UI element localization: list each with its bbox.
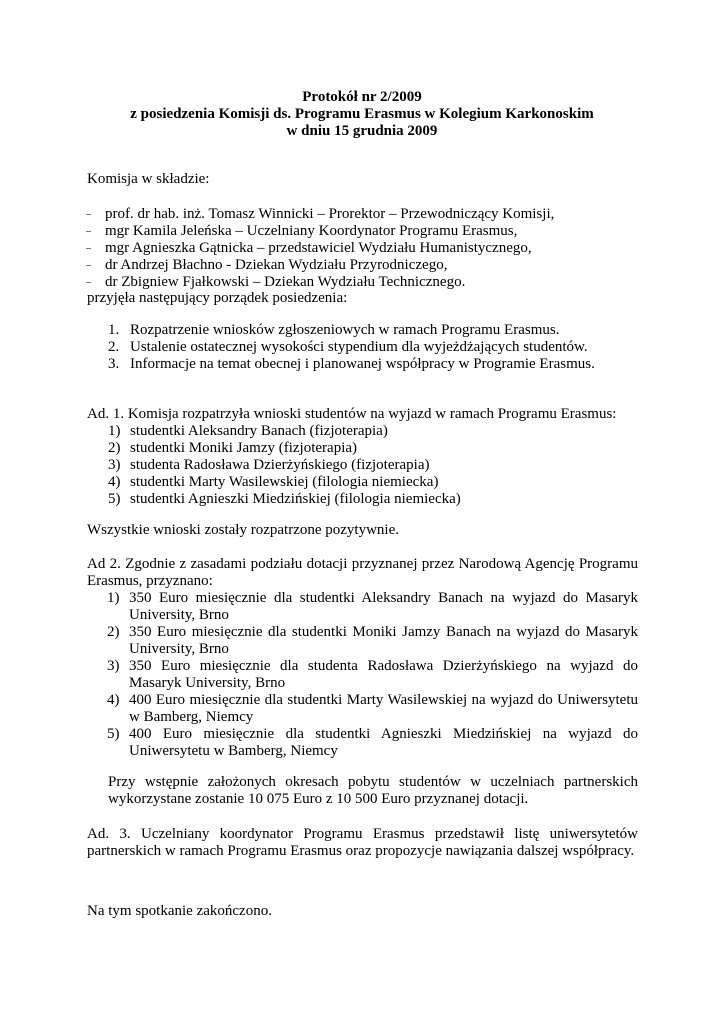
list-item: 3) studenta Radosława Dzierżyńskiego (fizjoterapia) <box>108 457 430 473</box>
title-line-3: w dniu 15 grudnia 2009 <box>286 123 438 139</box>
dash-bullet: – <box>86 277 91 288</box>
ad1-student-list <box>87 423 638 508</box>
ad2-intro: Ad 2. Zgodnie z zasadami podziału dotacji przyznanej przez Narodową Agencję Programu Erasmus, przyznano: <box>87 556 638 589</box>
title-line-2: z posiedzenia Komisji ds. Programu Erasmus w Kolegium Karkonoskim <box>130 106 594 122</box>
list-item: 1) 350 Euro miesięcznie dla studentki Aleksandry Banach na wyjazd do Masaryk University, Brno <box>107 590 638 623</box>
dash-bullet: – <box>86 260 91 271</box>
list-item: 1. Rozpatrzenie wniosków zgłoszeniowych w ramach Programu Erasmus. <box>108 322 560 338</box>
list-item: 4) 400 Euro miesięcznie dla studentki Marty Wasilewskiej na wyjazd do Uniwersytetu w Bamberg, Niemcy <box>107 692 638 725</box>
list-item: 3) 350 Euro miesięcznie dla studenta Radosława Dzierżyńskiego na wyjazd do Masaryk University, Brno <box>107 658 638 691</box>
composition-heading: Komisja w składzie: <box>87 171 210 187</box>
title-line-1: Protokół nr 2/2009 <box>302 89 422 105</box>
list-item: – prof. dr hab. inż. Tomasz Winnicki – Prorektor – Przewodniczący Komisji, <box>86 206 555 222</box>
list-item: 2. Ustalenie ostatecznej wysokości stypendium dla wyjeżdżających studentów. <box>108 339 588 355</box>
list-item: 1) studentki Aleksandry Banach (fizjoterapia) <box>108 423 388 439</box>
dash-bullet: – <box>86 243 91 254</box>
dash-bullet: – <box>86 226 91 237</box>
list-item: – mgr Kamila Jeleńska – Uczelniany Koordynator Programu Erasmus, <box>86 223 518 239</box>
ad2-grant-list <box>87 590 638 760</box>
list-item: – mgr Agnieszka Gątnicka – przedstawiciel Wydziału Humanistycznego, <box>86 240 532 256</box>
list-item: – dr Andrzej Błachno - Dziekan Wydziału Przyrodniczego, <box>86 257 448 273</box>
list-item: 4) studentki Marty Wasilewskiej (filologia niemiecka) <box>108 474 439 490</box>
list-item: – dr Zbigniew Fjałkowski – Dziekan Wydziału Technicznego. <box>86 274 466 290</box>
ad1-intro: Ad. 1. Komisja rozpatrzyła wnioski studentów na wyjazd w ramach Programu Erasmus: <box>87 406 617 422</box>
list-item: 2) studentki Moniki Jamzy (fizjoterapia) <box>108 440 358 456</box>
closing-statement: Na tym spotkanie zakończono. <box>87 903 272 919</box>
agenda-intro: przyjęła następujący porządek posiedzenia: <box>87 290 348 306</box>
list-item: 5) 400 Euro miesięcznie dla studentki Agnieszki Miedzińskiej na wyjazd do Uniwersytetu w Bamberg, Niemcy <box>107 726 638 759</box>
list-item: 5) studentki Agnieszki Miedzińskiej (filologia niemiecka) <box>108 491 461 507</box>
document-title <box>60 89 664 140</box>
list-item: 3. Informacje na temat obecnej i planowanej współpracy w Programie Erasmus. <box>108 356 595 372</box>
ad2-note: Przy wstępnie założonych okresach pobytu studentów w uczelniach partnerskich wykorzystane zostanie 10 075 Euro z 10 500 Euro przyznanej dotacji. <box>108 774 638 807</box>
agenda-list <box>87 322 638 373</box>
ad1-conclusion: Wszystkie wnioski zostały rozpatrzone pozytywnie. <box>87 522 399 538</box>
ad3-paragraph: Ad. 3. Uczelniany koordynator Programu Erasmus przedstawił listę uniwersytetów partnerskich w ramach Programu Erasmus oraz propozycje nawiązania dalszej współpracy. <box>87 826 638 859</box>
members-list <box>87 206 638 291</box>
list-item: 2) 350 Euro miesięcznie dla studentki Moniki Jamzy Banach na wyjazd do Masaryk University, Brno <box>107 624 638 657</box>
dash-bullet: – <box>86 209 91 220</box>
